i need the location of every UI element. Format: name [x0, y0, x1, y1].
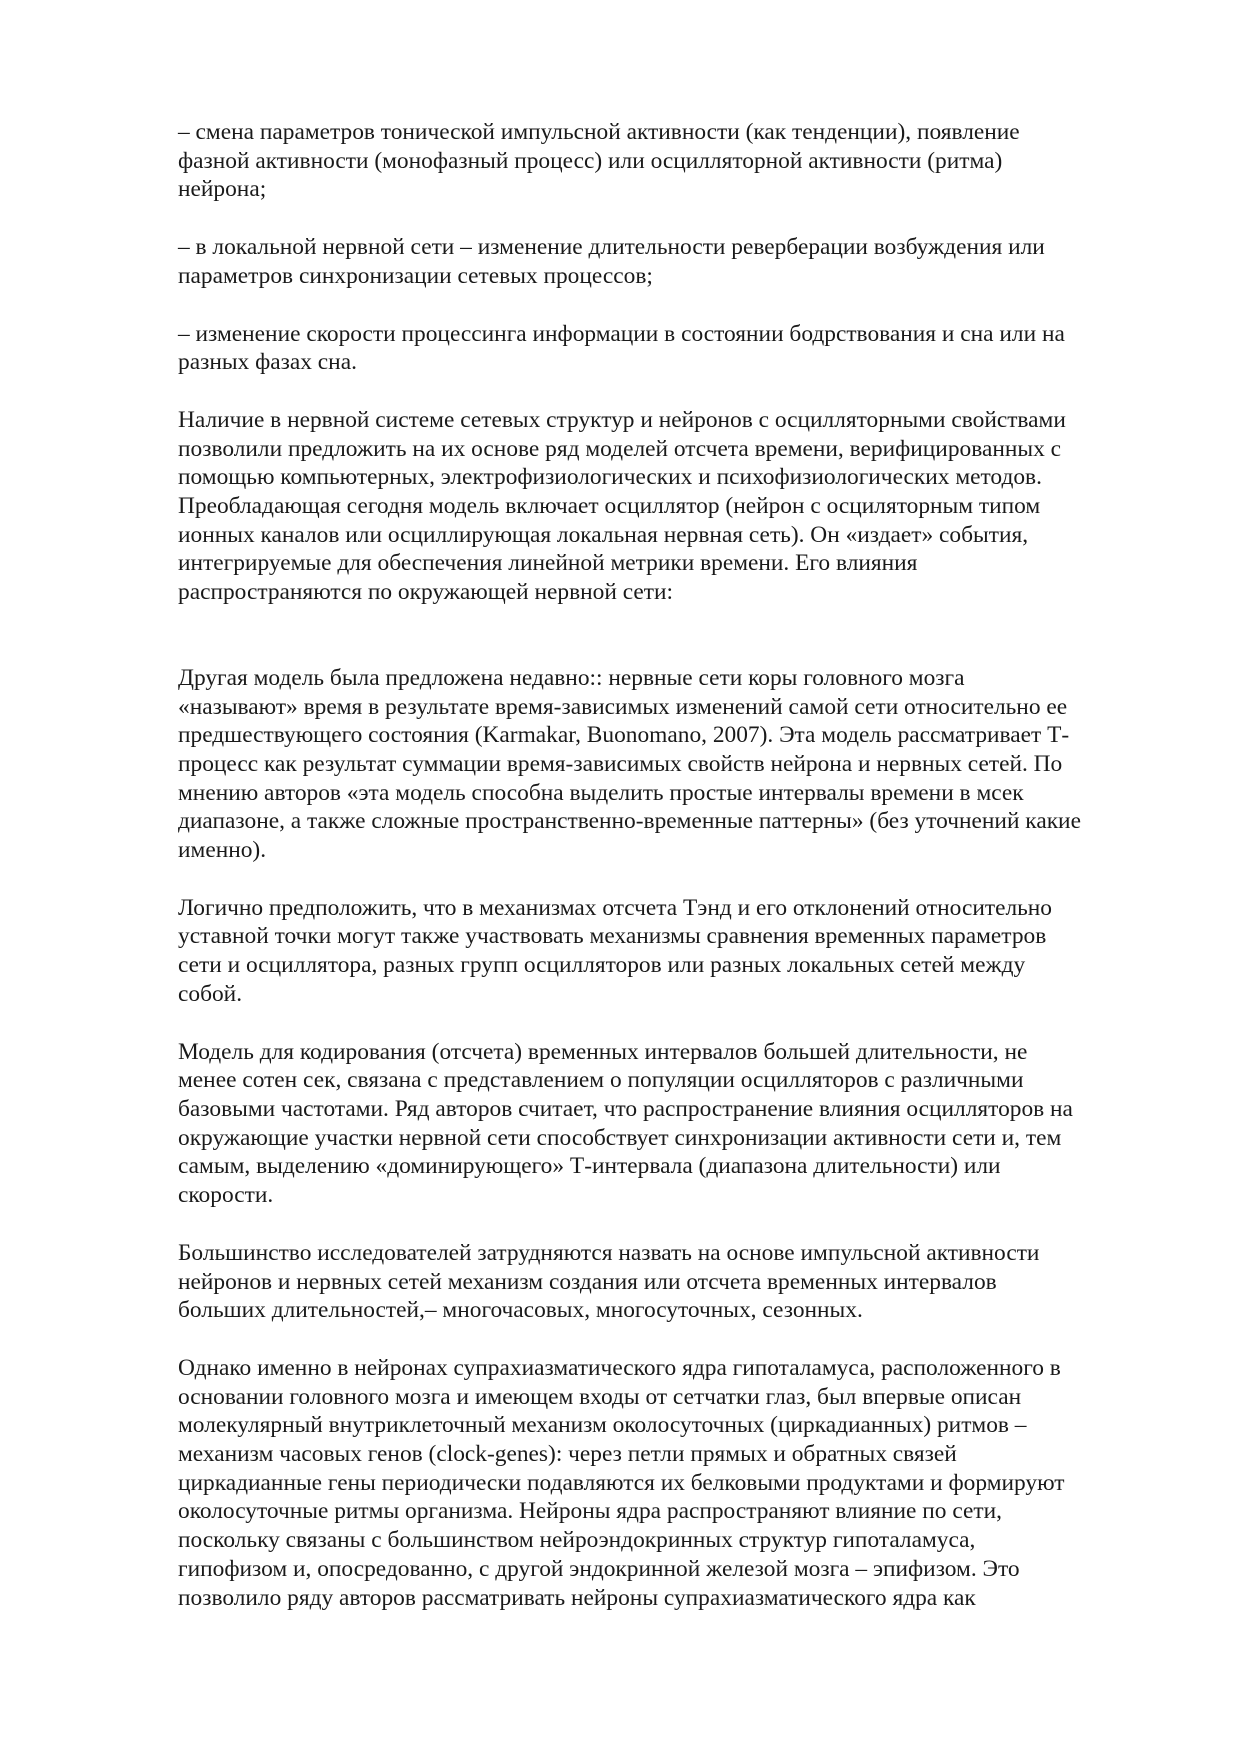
paragraph-tonic-activity: – смена параметров тонической импульсной активности (как тенденции), появление фазной активности (монофазный процесс) или осцилляторной активности (ритма) нейрона; — [178, 119, 1020, 203]
paragraph-long-durations: Большинство исследователей затрудняются назвать на основе импульсной активности нейронов и нервных сетей механизм создания или отсчета временных интервалов больших длительностей,– многочасовых, многосуточных, сезонных. — [178, 1239, 1040, 1324]
paragraph-cortex-model: Другая модель была предложена недавно:: нервные сети коры головного мозга «называют» время в результате время-зависимых изменений самой сети относительно ее предшествующего состояния (Karmakar, Buonomano, 2007). Эта модель рассматривает Т- процесс как результат суммации время-зависимых свойств нейрона и нервных сетей. По мнению авторов «эта модель способна выделить простые интервалы времени в мсек диапазоне, а также сложные пространственно-временные паттерны» (без уточнений какие именно). — [178, 664, 1081, 864]
paragraph-long-intervals-model: Модель для кодирования (отсчета) временных интервалов большей длительности, не менее сотен сек, связана с представлением о популяции осцилляторов с различными базовыми частотами. Ряд авторов считает, что распространение влияния осцилляторов на окружающие участки нервной сети способствует синхронизации активности сети и, тем самым, выделению «доминирующего» Т-интервала (диапазона длительности) или скорости. — [178, 1038, 1073, 1209]
paragraph-oscillator-model: Наличие в нервной системе сетевых структур и нейронов с осцилляторными свойствами позволили предложить на их основе ряд моделей отсчета времени, верифицированных с помощью компьютерных, электрофизиологических и психофизиологических методов. Преобладающая сегодня модель включает осциллятор (нейрон с осциляторным типом ионных каналов или осциллирующая локальная нервная сеть). Он «издает» события, интегрируемые для обеспечения линейной метрики времени. Его влияния распространяются по окружающей нервной сети: — [178, 406, 1066, 606]
paragraph-comparison-mechanisms: Логично предположить, что в механизмах отсчета Тэнд и его отклонений относительно уставной точки могут также участвовать механизмы сравнения временных параметров сети и осциллятора, разных групп осцилляторов или разных локальных сетей между собой. — [178, 894, 1053, 1007]
paragraph-processing-speed: – изменение скорости процессинга информации в состоянии бодрствования и сна или на разных фазах сна. — [178, 320, 1065, 376]
document-body — [178, 118, 1162, 1641]
paragraph-local-network: – в локальной нервной сети – изменение длительности реверберации возбуждения или параметров синхронизации сетевых процессов; — [178, 234, 1045, 289]
paragraph-suprachiasmatic-nucleus: Однако именно в нейронах супрахиазматического ядра гипоталамуса, расположенного в основании головного мозга и имеющем входы от сетчатки глаз, был впервые описан молекулярный внутриклеточный механизм околосуточных (циркадианных) ритмов – механизм часовых генов (clock-genes): через петли прямых и обратных связей циркадианные гены периодически подавляются их белковыми продуктами и формируют околосуточные ритмы организма. Нейроны ядра распространяют влияние по сети, поскольку связаны с большинством нейроэндокринных структур гипоталамуса, гипофизом и, опосредованно, с другой эндокринной железой мозга – эпифизом. Это позволило ряду авторов рассматривать нейроны супрахиазматического ядра как — [178, 1354, 1065, 1611]
